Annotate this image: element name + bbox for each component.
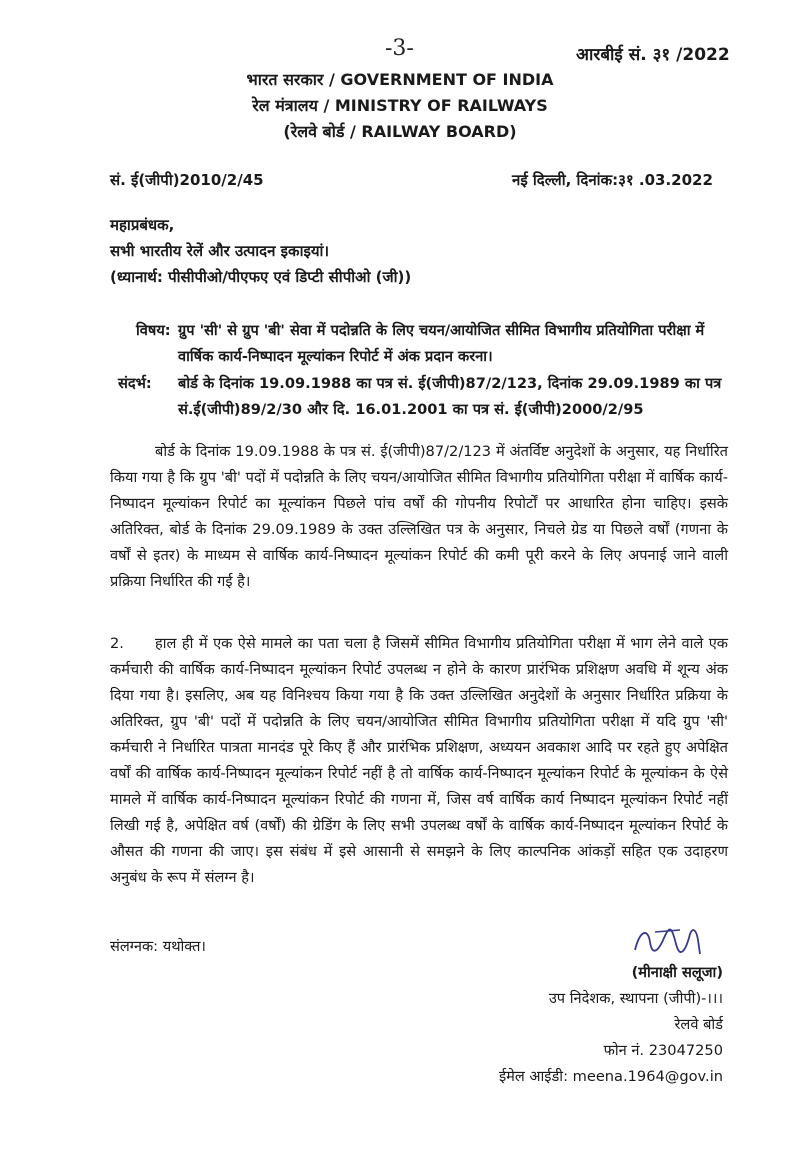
signatory-phone: फोन नं. 23047250: [603, 1042, 723, 1059]
signature: [560, 920, 730, 960]
addressee-line-3: (ध्यानार्थ: पीसीपीओ/पीएफए एवं डिप्टी सीपीओ (जी)): [110, 268, 412, 286]
paragraph-1: बोर्ड के दिनांक 19.09.1988 के पत्र सं. ई(जीपी)87/2/123 में अंतर्विष्ट अनुदेशों के अनुसार, यह निर्धारित किया गया है कि ग्रुप 'बी' पदों में पदोन्नति के लिए चयन/आयोजित सीमित विभागीय प्रतियोगिता परीक्षा में वार्षिक कार्य-निष्पादन मूल्यांकन रिपोर्ट का मूल्यांकन पिछले पांच वर्षों की गोपनीय रिपोर्टों पर आधारित होना चाहिए। इसके अतिरिक्त, बोर्ड के दिनांक 29.09.1989 के उक्त उल्लिखित पत्र के अनुसार, निचले ग्रेड या पिछले वर्षों (गणना के वर्षों से इतर) के माध्यम से वार्षिक कार्य-निष्पादन मूल्यांकन रिपोर्ट की कमी पूरी करने के लिए अपनाई जाने वाली प्रक्रिया निर्धारित की गई है।: [110, 443, 728, 590]
header-ministry: रेल मंत्रालय / MINISTRY OF RAILWAYS: [252, 96, 548, 115]
addressee-line-1: महाप्रबंधक,: [110, 216, 175, 234]
signature-image: [560, 920, 730, 960]
signatory-email: ईमेल आईडी: meena.1964@gov.in: [498, 1068, 723, 1085]
subject-label: विषय:: [136, 322, 171, 339]
paragraph-2-number: 2.: [110, 635, 124, 652]
signatory-office: रेलवे बोर्ड: [674, 1016, 723, 1033]
addressee-line-2: सभी भारतीय रेलें और उत्पादन इकाइयां।: [110, 242, 330, 260]
reference-block: [118, 371, 723, 423]
signatory-designation: उप निदेशक, स्थापना (जीपी)-।।।: [548, 990, 723, 1007]
page-number: -3-: [385, 36, 414, 61]
header-government: भारत सरकार / GOVERNMENT OF INDIA: [246, 70, 554, 89]
reference-label: संदर्भ:: [118, 375, 152, 392]
subject-block: [136, 318, 723, 370]
paragraph-2-text: हाल ही में एक ऐसे मामले का पता चला है जिसमें सीमित विभागीय प्रतियोगिता परीक्षा में भाग लेने वाले एक कर्मचारी की वार्षिक कार्य-निष्पादन मूल्यांकन रिपोर्ट उपलब्ध न होने के कारण प्रारंभिक प्रशिक्षण अवधि में शून्य अंक दिया गया है। इसलिए, अब यह विनिश्चय किया गया है कि उक्त उल्लिखित अनुदेशों के अनुसार निर्धारित प्रक्रिया के अतिरिक्त, ग्रुप 'बी' पदों में पदोन्नति के लिए चयन/आयोजित सीमित विभागीय प्रतियोगिता परीक्षा में यदि ग्रुप 'सी' कर्मचारी ने निर्धारित पात्रता मानदंड पूरे किए हैं और प्रारंभिक प्रशिक्षण, अध्ययन अवकाश आदि पर रहते हुए अपेक्षित वर्षों की वार्षिक कार्य-निष्पादन मूल्यांकन रिपोर्ट नहीं है तो वार्षिक कार्य-निष्पादन मूल्यांकन रिपोर्ट के मूल्यांकन के ऐसे मामले में वार्षिक कार्य-निष्पादन मूल्यांकन रिपोर्ट की गणना में, जिस वर्ष वार्षिक कार्य निष्पादन मूल्यांकन रिपोर्ट नहीं लिखी गई है, अपेक्षित वर्ष (वर्षों) की ग्रेडिंग के लिए सभी उपलब्ध वर्षों के वार्षिक कार्य-निष्पादन मूल्यांकन रिपोर्ट के औसत की गणना की जाए। इस संबंध में इसे आसानी से समझने के लिए काल्पनिक आंकड़ों सहित एक उदाहरण अनुबंध के रूप में संलग्न है।: [110, 635, 728, 886]
reference-text: बोर्ड के दिनांक 19.09.1988 का पत्र सं. ई(जीपी)87/2/123, दिनांक 29.09.1989 का पत्र सं.ई(जीपी)89/2/30 और दि. 16.01.2001 का पत्र सं. ई(जीपी)2000/2/95: [178, 375, 722, 418]
subject-text: ग्रुप 'सी' से ग्रुप 'बी' सेवा में पदोन्नति के लिए चयन/आयोजित सीमित विभागीय प्रतियोगिता परीक्षा में वार्षिक कार्य-निष्पादन मूल्यांकन रिपोर्ट में अंक प्रदान करना।: [178, 322, 705, 365]
signatory-name: (मीनाक्षी सलूजा): [631, 964, 723, 981]
reference-number: आरबीई सं. ३१ /2022: [576, 45, 730, 65]
header-board: (रेलवे बोर्ड / RAILWAY BOARD): [283, 122, 517, 141]
enclosure-note: संलग्नक: यथोक्त।: [110, 938, 206, 955]
place-date: नई दिल्ली, दिनांक:३१ .03.2022: [512, 171, 713, 189]
file-number: सं. ई(जीपी)2010/2/45: [110, 171, 264, 189]
paragraph-2: [110, 631, 728, 891]
